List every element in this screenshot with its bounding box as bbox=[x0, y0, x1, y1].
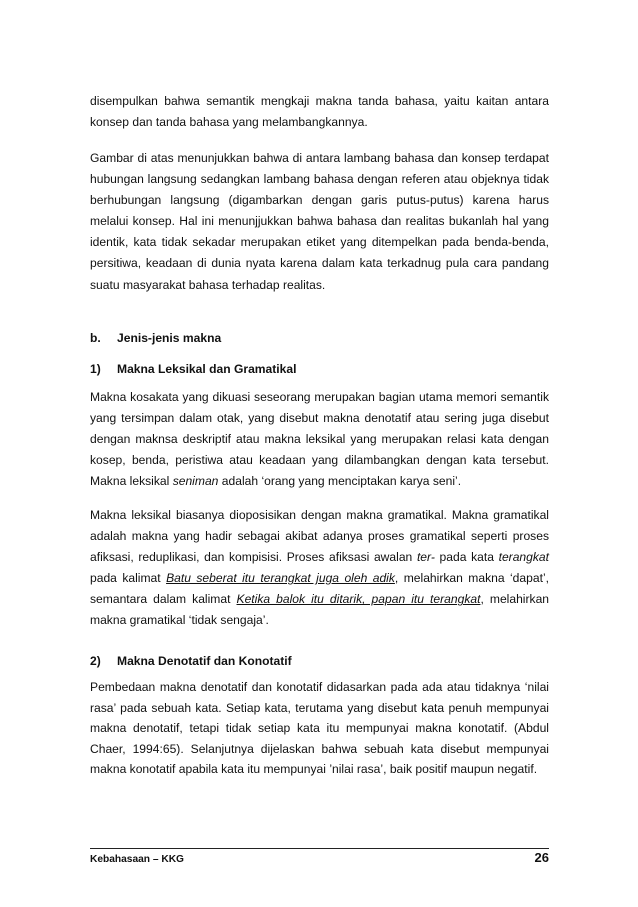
grammatical-text-4: , melahirkan makna ‘dapat’, semantara dalam kalimat bbox=[90, 571, 549, 607]
denotative-paragraph: Pembedaan makna denotatif dan konotatif didasarkan pada ada atau tidaknya ‘nilai rasa’ pada sebuah kata. Setiap kata, terutama yang disebut kata penuh mempunyai makna denotatif, tetapi tidak setiap kata itu mempunyai makna konotatif. (Abdul Chaer, 1994:65). Selanjutnya dijelaskan bahwa sebuah kata disebut mempunyai makna konotatif apabila kata itu mempunyai ’nilai rasa’, baik positif maupun negatif. bbox=[90, 680, 549, 777]
grammatical-text-3: pada kalimat bbox=[90, 571, 167, 586]
grammatical-sentence-1: Batu seberat itu terangkat juga oleh adik bbox=[166, 571, 395, 586]
grammatical-text-5: , melahirkan makna gramatikal ‘tidak sengaja’. bbox=[90, 592, 550, 628]
subsection-1-heading bbox=[90, 360, 296, 378]
page-number: 26 bbox=[534, 850, 549, 865]
grammatical-text-1: Makna leksikal biasanya dioposisikan dengan makna gramatikal. Makna gramatikal adalah makna yang hadir sebagai akibat adanya proses gramatikal seperti proses afiksasi, reduplikasi, dan kompisisi. Proses afiksasi awalan bbox=[90, 508, 549, 565]
grammatical-sentence-2: Ketika balok itu ditarik, papan itu terangkat bbox=[236, 592, 481, 607]
section-b-title: Jenis-jenis makna bbox=[117, 331, 222, 345]
footer-title: Kebahasaan – KKG bbox=[90, 854, 184, 865]
footer-divider bbox=[90, 848, 549, 849]
section-b-number: b. bbox=[90, 331, 101, 345]
subsection-2-title: Makna Denotatif dan Konotatif bbox=[117, 654, 292, 668]
lexical-text-after: adalah ‘orang yang menciptakan karya seni’. bbox=[218, 474, 462, 489]
subsection-1-title: Makna Leksikal dan Gramatikal bbox=[117, 362, 297, 376]
lexical-example-word: seniman bbox=[172, 474, 219, 489]
grammatical-paragraph bbox=[90, 505, 549, 632]
grammatical-text-2: pada kata bbox=[434, 550, 499, 565]
grammatical-sentence-1-underline bbox=[166, 571, 395, 585]
lexical-text-before: Makna kosakata yang dikuasi seseorang merupakan bagian utama memori semantik yang tersimpan dalam otak, yang disebut makna denotatif atau sering juga disebut dengan maknsa deskriptif atau makna leksikal yang merupakan relasi kata dengan kosep, benda, peristiwa atau keadaan yang dilambangkan dengan kata tersebut. Makna leksikal bbox=[90, 390, 549, 489]
lexical-paragraph bbox=[90, 387, 549, 492]
subsection-2-number: 2) bbox=[90, 654, 101, 668]
subsection-1-number: 1) bbox=[90, 362, 101, 376]
intro-paragraph: disempulkan bahwa semantik mengkaji makna tanda bahasa, yaitu kaitan antara konsep dan tanda bahasa yang melambangkannya. bbox=[90, 94, 549, 130]
section-b-heading bbox=[90, 329, 221, 347]
grammatical-word: terangkat bbox=[498, 550, 550, 565]
grammatical-affix: ter- bbox=[416, 550, 435, 565]
grammatical-sentence-2-underline bbox=[237, 592, 481, 606]
subsection-2-heading bbox=[90, 652, 292, 670]
explanation-paragraph: Gambar di atas menunjukkan bahwa di antara lambang bahasa dan konsep terdapat hubungan langsung sedangkan lambang bahasa dengan referen atau objeknya tidak berhubungan langsung (digambarkan dengan garis putus-putus) karena harus melalui konsep. Hal ini menunjjukkan bahwa bahasa dan realitas bukanlah hal yang identik, kata tidak sekadar merupakan etiket yang ditempelkan pada benda-benda, persitiwa, keadaan di dunia nyata karena dalam kata terkadnug pula cara pandang suatu masyarakat bahasa terhadap realitas. bbox=[90, 151, 549, 292]
